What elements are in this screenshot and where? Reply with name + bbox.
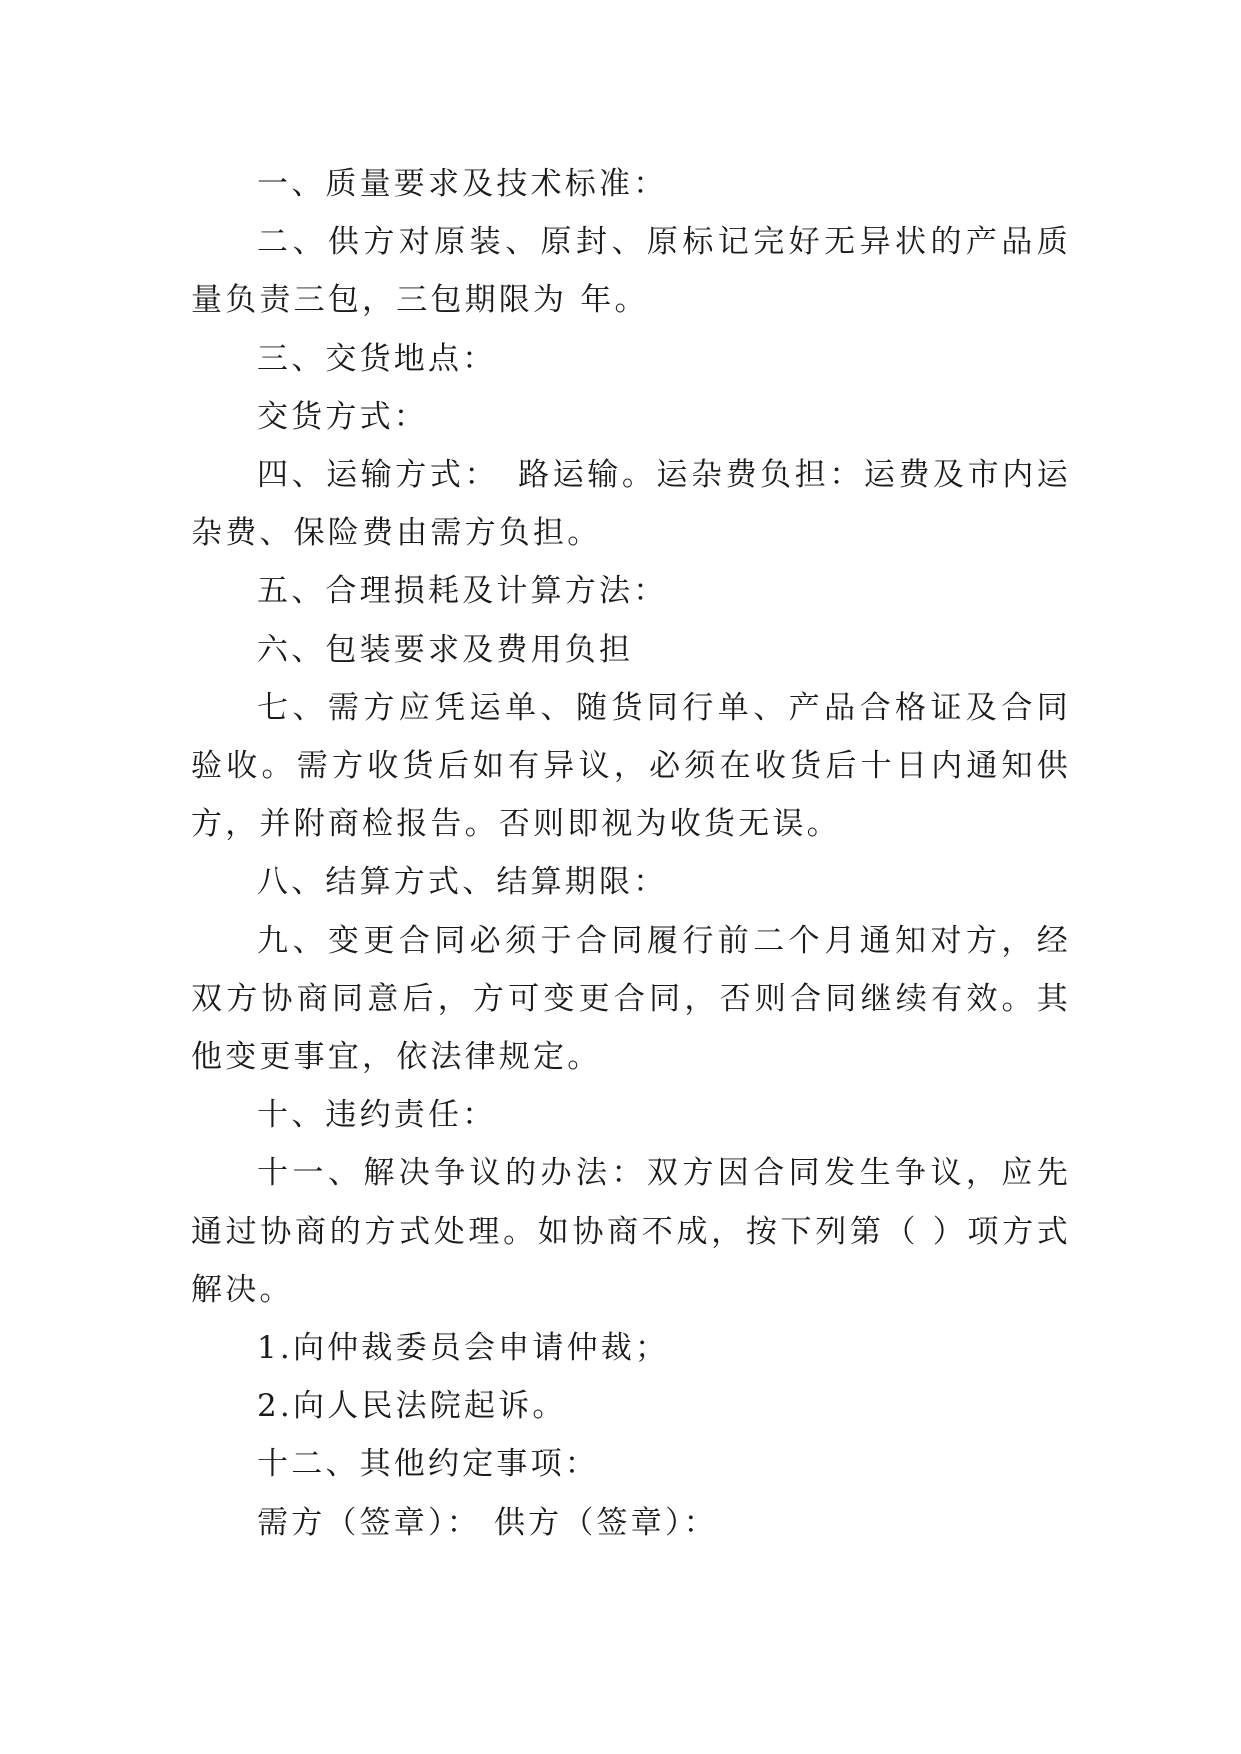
clause-transport: 四、运输方式： 路运输。运杂费负担：运费及市内运杂费、保险费由需方负担。 bbox=[191, 457, 1071, 552]
clause-liability: 十、违约责任： bbox=[257, 1097, 497, 1134]
clause-settlement: 八、结算方式、结算期限： bbox=[257, 864, 668, 901]
clause-delivery-method: 交货方式： bbox=[257, 398, 428, 435]
dispute-option-arbitration: 1.向仲裁委员会申请仲裁； bbox=[257, 1330, 670, 1367]
signature-line: 需方（签章）： 供方（签章）： bbox=[257, 1504, 718, 1541]
clause-packaging: 六、包装要求及费用负担 bbox=[257, 631, 634, 668]
clause-dispute-resolution: 十一、解决争议的办法：双方因合同发生争议，应先通过协商的方式处理。如协商不成，按下列第（ ）项方式解决。 bbox=[191, 1155, 1071, 1308]
clause-reasonable-loss: 五、合理损耗及计算方法： bbox=[257, 573, 668, 610]
clause-delivery-location: 三、交货地点： bbox=[257, 340, 497, 377]
clause-acceptance: 七、需方应凭运单、随货同行单、产品合格证及合同验收。需方收货后如有异议，必须在收货后十日内通知供方，并附商检报告。否则即视为收货无误。 bbox=[191, 689, 1071, 843]
dispute-option-court: 2.向人民法院起诉。 bbox=[257, 1388, 567, 1425]
clause-contract-change: 九、变更合同必须于合同履行前二个月通知对方，经双方协商同意后，方可变更合同，否则合同继续有效。其他变更事宜，依法律规定。 bbox=[191, 922, 1071, 1076]
clause-other-matters: 十二、其他约定事项： bbox=[257, 1446, 599, 1483]
clause-warranty: 二、供方对原装、原封、原标记完好无异状的产品质量负责三包，三包期限为 年。 bbox=[191, 224, 1071, 319]
clause-quality-standards: 一、质量要求及技术标准： bbox=[257, 166, 668, 202]
contract-body bbox=[191, 155, 1071, 1552]
